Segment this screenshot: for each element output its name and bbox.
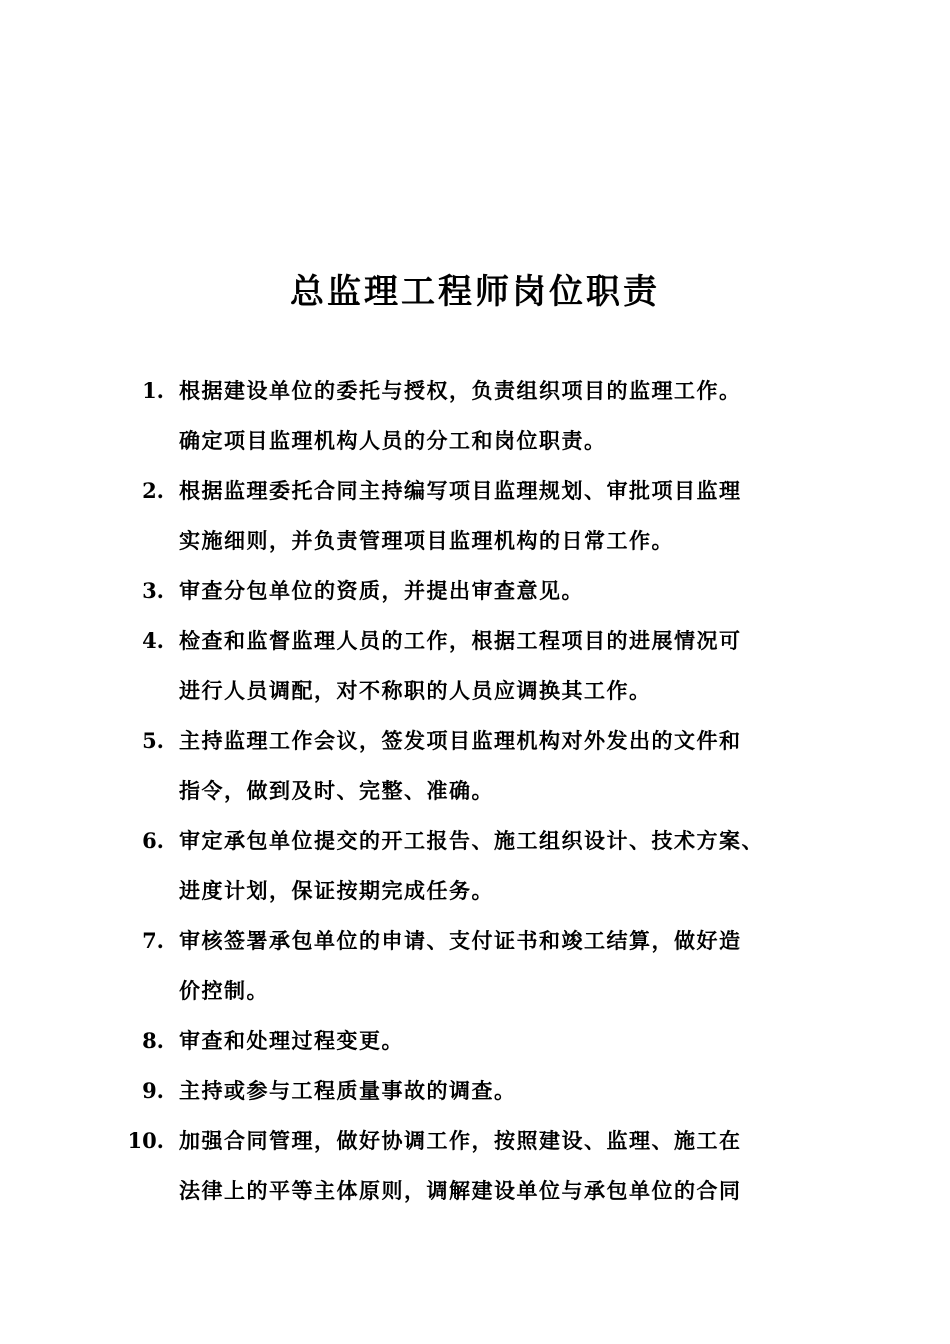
- list-item: [0, 916, 950, 1016]
- item-line: 法律上的平等主体原则，调解建设单位与承包单位的合同: [179, 1178, 742, 1203]
- page-title: 总监理工程师岗位职责: [290, 272, 660, 312]
- item-number: 4.: [142, 628, 164, 653]
- item-line: 确定项目监理机构人员的分工和岗位职责。: [179, 428, 607, 453]
- item-line: 审查分包单位的资质，并提出审查意见。: [179, 578, 584, 603]
- item-number: 8.: [142, 1028, 164, 1053]
- item-line: 进度计划，保证按期完成任务。: [179, 878, 494, 903]
- item-number: 5.: [142, 728, 164, 753]
- item-line: 加强合同管理，做好协调工作，按照建设、监理、施工在: [179, 1128, 742, 1153]
- item-line: 审查和处理过程变更。: [179, 1028, 404, 1053]
- list-item: [0, 816, 950, 916]
- item-line: 审定承包单位提交的开工报告、施工组织设计、技术方案、: [179, 828, 764, 853]
- item-line: 检查和监督监理人员的工作，根据工程项目的进展情况可: [179, 628, 742, 653]
- item-line: 根据监理委托合同主持编写项目监理规划、审批项目监理: [179, 478, 742, 503]
- list-item: [0, 1116, 950, 1216]
- item-number: 7.: [142, 928, 164, 953]
- list-item: [0, 366, 950, 466]
- item-line: 主持监理工作会议，签发项目监理机构对外发出的文件和: [179, 728, 742, 753]
- item-number: 3.: [142, 578, 164, 603]
- item-line: 价控制。: [179, 978, 269, 1003]
- list-item: [0, 466, 950, 566]
- item-number: 10.: [127, 1128, 164, 1153]
- list-item: [0, 616, 950, 716]
- item-number: 2.: [142, 478, 164, 503]
- item-line: 进行人员调配，对不称职的人员应调换其工作。: [179, 678, 652, 703]
- list-item: [0, 566, 950, 616]
- duty-list: [0, 366, 950, 1216]
- item-number: 6.: [142, 828, 164, 853]
- list-item: [0, 1066, 950, 1116]
- item-line: 实施细则，并负责管理项目监理机构的日常工作。: [179, 528, 674, 553]
- item-line: 审核签署承包单位的申请、支付证书和竣工结算，做好造: [179, 928, 742, 953]
- item-number: 9.: [142, 1078, 164, 1103]
- item-line: 根据建设单位的委托与授权，负责组织项目的监理工作。: [179, 378, 742, 403]
- item-line: 指令，做到及时、完整、准确。: [179, 778, 494, 803]
- item-line: 主持或参与工程质量事故的调查。: [179, 1078, 517, 1103]
- list-item: [0, 716, 950, 816]
- list-item: [0, 1016, 950, 1066]
- item-number: 1.: [142, 378, 164, 403]
